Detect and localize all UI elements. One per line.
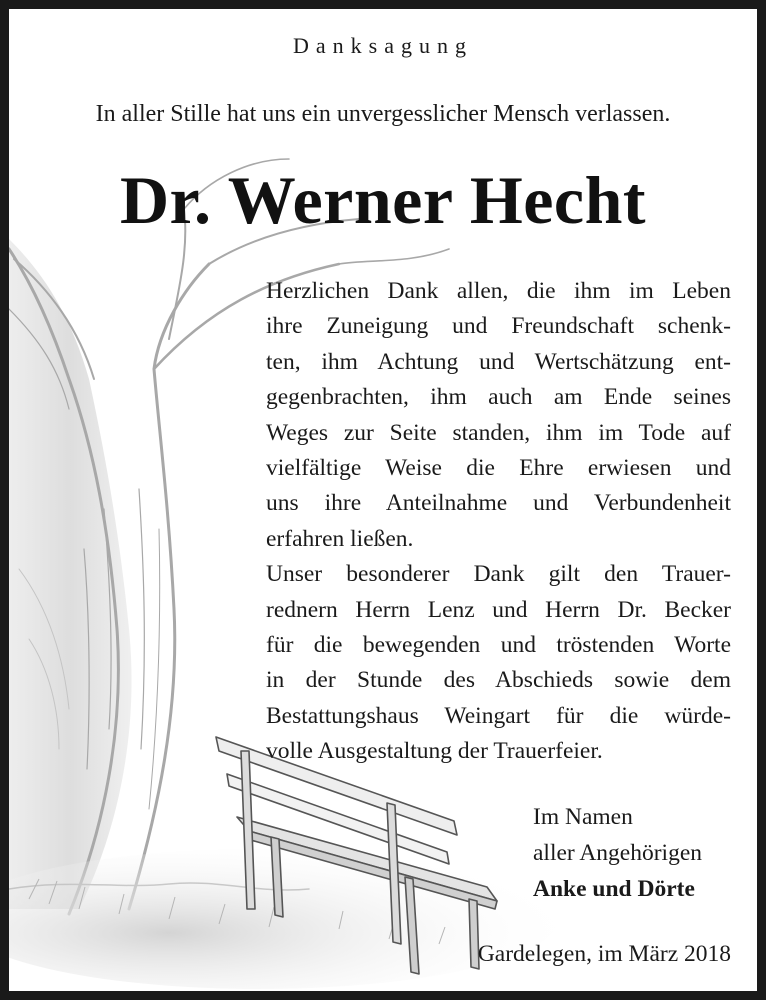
thanks-line: Unser besonderer Dank gilt den Trauer-	[266, 561, 731, 588]
thanks-text	[266, 274, 731, 770]
thanks-line: Weges zur Seite standen, ihm im Tode auf	[266, 419, 731, 446]
thanks-line: ihre Zuneigung und Freundschaft schenk-	[266, 313, 731, 340]
deceased-name: Dr. Werner Hecht	[119, 162, 647, 238]
thanks-line: gegenbrachten, ihm auch am Ende seines	[266, 384, 731, 411]
signature-line-2: aller Angehörigen	[533, 840, 703, 866]
thanks-line: Bestattungshaus Weingart für die würde-	[266, 702, 731, 729]
thanks-line: rednern Herrn Lenz und Herrn Dr. Becker	[266, 596, 731, 623]
signature-names: Anke und Dörte	[533, 876, 695, 902]
thanks-line: für die bewegenden und tröstenden Worte	[266, 632, 731, 659]
signature-block	[533, 799, 702, 907]
heading-danksagung: Danksagung	[293, 33, 473, 58]
thanks-line: ten, ihm Achtung und Wertschätzung ent-	[266, 348, 731, 375]
place-date: Gardelegen, im März 2018	[477, 941, 731, 967]
thanks-line: erfahren ließen.	[266, 525, 414, 552]
intro-line: In aller Stille hat uns ein unvergesslicher Mensch verlassen.	[95, 101, 671, 127]
thanks-line: Herzlichen Dank allen, die ihm im Leben	[266, 278, 731, 304]
thanks-line: uns ihre Anteilnahme und Verbundenheit	[266, 490, 731, 517]
thanks-line: volle Ausgestaltung der Trauerfeier.	[266, 738, 603, 765]
thanks-line: in der Stunde des Abschieds sowie dem	[266, 667, 731, 694]
thanks-line: vielfältige Weise die Ehre erwiesen und	[266, 455, 731, 482]
signature-line-1: Im Namen	[533, 804, 633, 830]
